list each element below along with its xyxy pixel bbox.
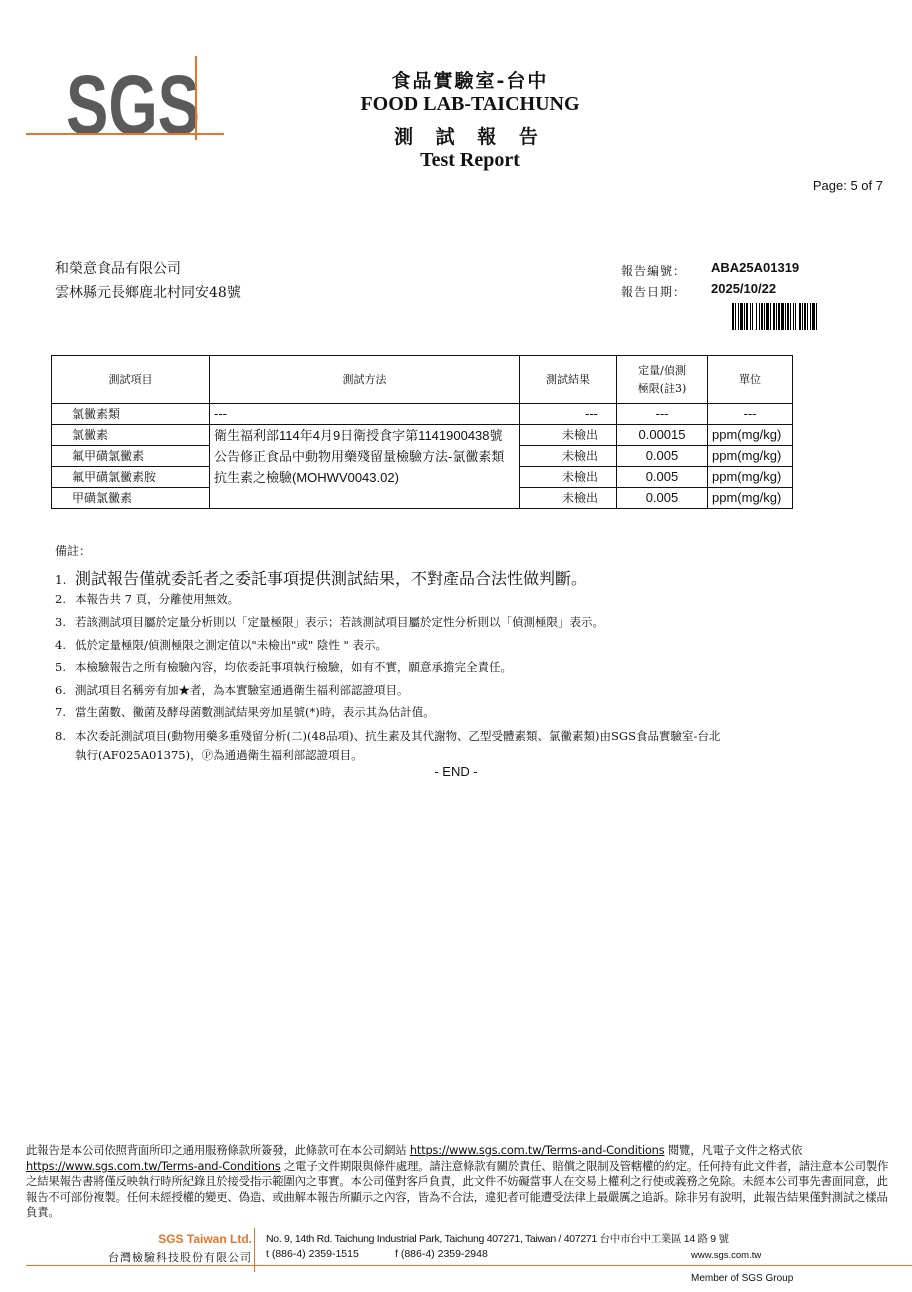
barcode-bar [740, 303, 743, 330]
note-text: 本檢驗報告之所有檢驗內容，均依委託事項執行檢驗，如有不實，願意承擔完全責任。 [75, 660, 512, 674]
barcode-bar [776, 303, 777, 330]
col-header-unit: 單位 [708, 356, 793, 404]
barcode-bar [756, 303, 757, 330]
barcode-bar [735, 303, 736, 330]
barcode-bar [746, 303, 748, 330]
barcode [732, 303, 860, 330]
group-limit: --- [617, 404, 708, 425]
footer-company [70, 1232, 252, 1265]
disclaimer-part-1: 此報告是本公司依照背面所印之通用服務條款所簽發，此條款可在本公司網站 [26, 1143, 410, 1157]
report-number: ABA25A01319 [711, 260, 800, 275]
note-text: 若該測試項目屬於定量分析則以「定量極限」表示；若該測試項目屬於定性分析則以「偵測極限」表示。 [75, 615, 604, 629]
barcode-bar [810, 303, 811, 330]
barcode-bar [802, 303, 803, 330]
test-result: 未檢出 [520, 425, 617, 446]
barcode-bar [812, 303, 815, 330]
note-item [55, 566, 587, 589]
note-text: 測試項目名稱旁有加★者，為本實驗室通過衛生福利部認證項目。 [75, 683, 409, 697]
barcode-bar [790, 303, 791, 330]
company-name-zh: 台灣檢驗科技股份有限公司 [108, 1251, 252, 1264]
company-name-en: SGS Taiwan Ltd. [158, 1232, 252, 1246]
note-item [55, 704, 435, 720]
note-number: 1. [55, 573, 67, 587]
notes-label: 備註： [55, 544, 92, 558]
note-number: 3. [55, 615, 66, 629]
barcode-bar [787, 303, 789, 330]
table-row-group [52, 404, 793, 425]
barcode-bar [766, 303, 769, 330]
barcode-bar [807, 303, 808, 330]
test-limit: 0.005 [617, 446, 708, 467]
note-number: 4. [55, 638, 66, 652]
footer-member: Member of SGS Group [691, 1273, 794, 1284]
footer-address: No. 9, 14th Rd. Taichung Industrial Park, Taichung 407271, Taiwan / 407271 台中市台中工業區 14 路 9 號 [266, 1233, 729, 1245]
legal-disclaimer [26, 1143, 894, 1221]
barcode-bar [732, 303, 734, 330]
barcode-bar [778, 303, 780, 330]
test-limit: 0.005 [617, 488, 708, 509]
report-number-label: 報告編號： [621, 264, 687, 278]
group-item: 氯黴素類 [52, 404, 210, 425]
test-result: 未檢出 [520, 467, 617, 488]
barcode-bar [764, 303, 765, 330]
disclaimer-part-2: 閱覽，凡電子文件之格式依 [664, 1143, 803, 1157]
terms-link[interactable]: https://www.sgs.com.tw/Terms-and-Conditions [409, 1143, 665, 1157]
test-limit: 0.00015 [617, 425, 708, 446]
test-item: 氯黴素 [52, 425, 210, 446]
group-unit: --- [708, 404, 793, 425]
client-address: 雲林縣元長鄉鹿北村同安48號 [55, 285, 241, 301]
lab-name-zh: 食品實驗室-台中 [391, 70, 549, 92]
page-number: Page: 5 of 7 [812, 178, 883, 193]
group-method: --- [210, 404, 520, 425]
report-title-zh: 測 試 報 告 [394, 126, 546, 148]
barcode-bar [804, 303, 806, 330]
note-item [55, 591, 239, 607]
test-method: 衛生福利部114年4月9日衛授食字第1141900438號公告修正食品中動物用藥殘留量檢驗方法-氯黴素類抗生素之檢驗(MOHWV0043.02) [210, 425, 520, 509]
barcode-bar [744, 303, 745, 330]
note-text: 本報告共 7 頁，分離使用無效。 [75, 592, 240, 606]
disclaimer-part-3: 之電子文件期限與條件處理。請注意條款有關於責任、賠償之限制及管轄權的約定。任何持有此文件者，請注意本公司製作之結果報告書將僅反映執行時所紀錄且於接受指示範圍內之事實。本公司僅對客戶負責，此文件不妨礙當事人在交易上權利之行使或義務之免除。未經本公司事先書面同意，此報告不可部份複製。任何未經授權的變更、偽造、或曲解本報告所顯示之內容，皆為不合法，違犯者可能遭受法律上最嚴厲之追訴。除非另有說明，此報告結果僅對測試之樣品負責。 [26, 1158, 889, 1219]
note-text-continued: 執行(AF025A01375)，Ⓟ為通過衛生福利部認證項目。 [75, 748, 363, 762]
client-name: 和榮意食品有限公司 [55, 261, 181, 277]
barcode-bar [750, 303, 751, 330]
note-item [55, 637, 387, 653]
test-result: 未檢出 [520, 446, 617, 467]
report-title-en: Test Report [420, 149, 520, 171]
note-text: 當生菌數、黴菌及酵母菌數測試結果旁加星號(*)時，表示其為估計值。 [75, 705, 435, 719]
report-date-label: 報告日期： [621, 285, 687, 299]
footer-fax: f (886-4) 2359-2948 [395, 1248, 488, 1260]
sgs-logo-graphic [26, 56, 226, 140]
table-header-row [52, 356, 793, 404]
barcode-bar [785, 303, 786, 330]
barcode-bar [770, 303, 771, 330]
end-marker: - END - [434, 764, 478, 779]
table-row [52, 425, 793, 446]
footer-telephone: t (886-4) 2359-1515 [266, 1248, 359, 1260]
terms-link-2[interactable]: https://www.sgs.com.tw/Terms-and-Conditions [26, 1158, 281, 1173]
note-item [55, 614, 604, 630]
results-table [51, 355, 793, 509]
col-header-method: 測試方法 [210, 356, 520, 404]
test-item: 氟甲磺氯黴素胺 [52, 467, 210, 488]
test-unit: ppm(mg/kg) [708, 467, 793, 488]
col-header-item: 測試項目 [52, 356, 210, 404]
col-header-result: 測試結果 [520, 356, 617, 404]
col-header-limit-line2: 極限(註3) [637, 381, 687, 395]
barcode-bar [759, 303, 760, 330]
note-item [55, 682, 409, 698]
note-number: 7. [55, 705, 66, 719]
note-text: 低於定量極限/偵測極限之測定值以"未檢出"或" 陰性 " 表示。 [75, 638, 387, 652]
report-date: 2025/10/22 [711, 281, 777, 296]
barcode-bar [773, 303, 775, 330]
col-header-limit-line1: 定量/偵測 [638, 363, 686, 377]
note-item [55, 727, 875, 765]
footer-divider-horizontal [26, 1265, 912, 1266]
note-number: 2. [55, 592, 66, 606]
note-number: 5. [55, 660, 66, 674]
lab-name-en: FOOD LAB-TAICHUNG [360, 93, 580, 115]
test-unit: ppm(mg/kg) [708, 425, 793, 446]
test-unit: ppm(mg/kg) [708, 446, 793, 467]
barcode-bar [738, 303, 739, 330]
test-result: 未檢出 [520, 488, 617, 509]
sgs-logo [26, 56, 226, 140]
test-unit: ppm(mg/kg) [708, 488, 793, 509]
col-header-limit [617, 356, 708, 404]
note-text: 本次委託測試項目(動物用藥多重殘留分析(二)(48品項)、抗生素及其代謝物、乙型受體素類、氯黴素類)由SGS食品實驗室-台北 [75, 729, 721, 743]
test-item: 甲磺氯黴素 [52, 488, 210, 509]
barcode-bar [752, 303, 753, 330]
barcode-bar [816, 303, 817, 330]
sgs-logo-text: SGS [66, 58, 200, 140]
test-item: 氟甲磺氯黴素 [52, 446, 210, 467]
barcode-bar [795, 303, 796, 330]
barcode-bar [781, 303, 784, 330]
barcode-bar [761, 303, 763, 330]
note-text: 測試報告僅就委託者之委託事項提供測試結果，不對產品合法性做判斷。 [75, 569, 588, 588]
note-number: 6. [55, 683, 66, 697]
barcode-bar [799, 303, 801, 330]
test-limit: 0.005 [617, 467, 708, 488]
note-item [55, 659, 512, 675]
footer-website[interactable]: www.sgs.com.tw [691, 1250, 762, 1261]
note-number: 8. [55, 729, 66, 743]
barcode-bar [793, 303, 794, 330]
group-result: --- [520, 404, 617, 425]
